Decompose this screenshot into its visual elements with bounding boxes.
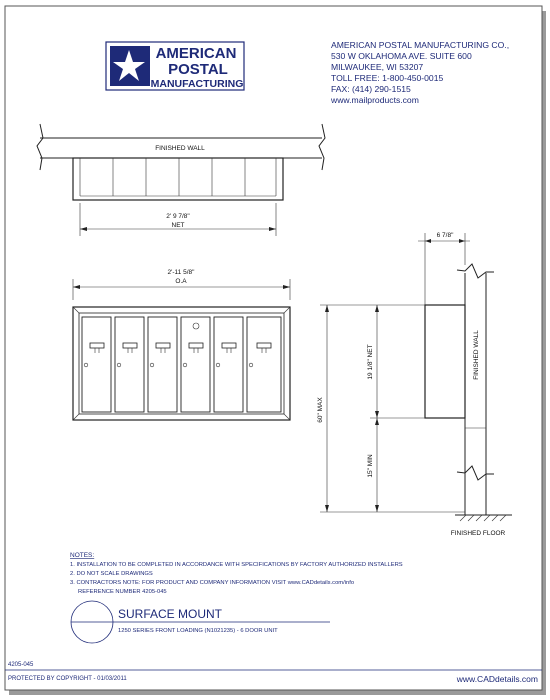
address-line: 530 W OKLAHOMA AVE. SUITE 600 <box>331 51 472 61</box>
company-logo <box>106 42 244 90</box>
subtitle-text: 1250 SERIES FRONT LOADING (N1021235) - 6 DOOR UNIT <box>118 628 278 634</box>
side-wall-label: FINISHED WALL <box>473 330 480 380</box>
logo-text-line2: POSTAL <box>168 61 228 78</box>
floor-label: FINISHED FLOOR <box>450 530 506 537</box>
overall-width-label: O.A <box>175 278 187 285</box>
address-line: MILWAUKEE, WI 53207 <box>331 62 424 72</box>
min-height-dimension: 15" MIN <box>367 454 374 478</box>
address-line: FAX: (414) 290-1515 <box>331 84 411 94</box>
note-item: REFERENCE NUMBER 4205-045 <box>70 589 167 595</box>
top-wall-label: FINISHED WALL <box>155 145 205 152</box>
note-item: 2. DO NOT SCALE DRAWINGS <box>70 571 153 577</box>
address-line: AMERICAN POSTAL MANUFACTURING CO., <box>331 40 510 50</box>
logo-text-line3: MANUFACTURING <box>150 78 244 90</box>
net-width-dimension: 2' 9 7/8" <box>166 213 190 220</box>
overall-width-dimension: 2'-11 5/8" <box>167 269 195 276</box>
max-height-dimension: 60" MAX <box>317 397 324 423</box>
net-height-dimension: 19 1/8" NET <box>367 344 374 380</box>
address-line: www.mailproducts.com <box>331 95 419 105</box>
notes-heading: NOTES: <box>70 552 95 559</box>
net-width-label: NET <box>171 222 185 229</box>
reference-number: 4205-045 <box>8 662 34 668</box>
title-text: SURFACE MOUNT <box>118 607 223 621</box>
note-item: 3. CONTRACTORS NOTE: FOR PRODUCT AND COMPANY INFORMATION VISIT www.CADdetails.com/info <box>70 580 355 586</box>
copyright-text: PROTECTED BY COPYRIGHT - 01/03/2011 <box>8 676 127 682</box>
caddetails-link[interactable]: www.CADdetails.com <box>456 674 538 684</box>
depth-dimension: 6 7/8" <box>436 232 454 239</box>
logo-text-line1: AMERICAN <box>155 45 237 62</box>
note-item: 1. INSTALLATION TO BE COMPLETED IN ACCORDANCE WITH SPECIFICATIONS BY FACTORY AUTHORIZED INSTALLERS <box>70 562 403 568</box>
address-line: TOLL FREE: 1-800-450-0015 <box>331 73 444 83</box>
